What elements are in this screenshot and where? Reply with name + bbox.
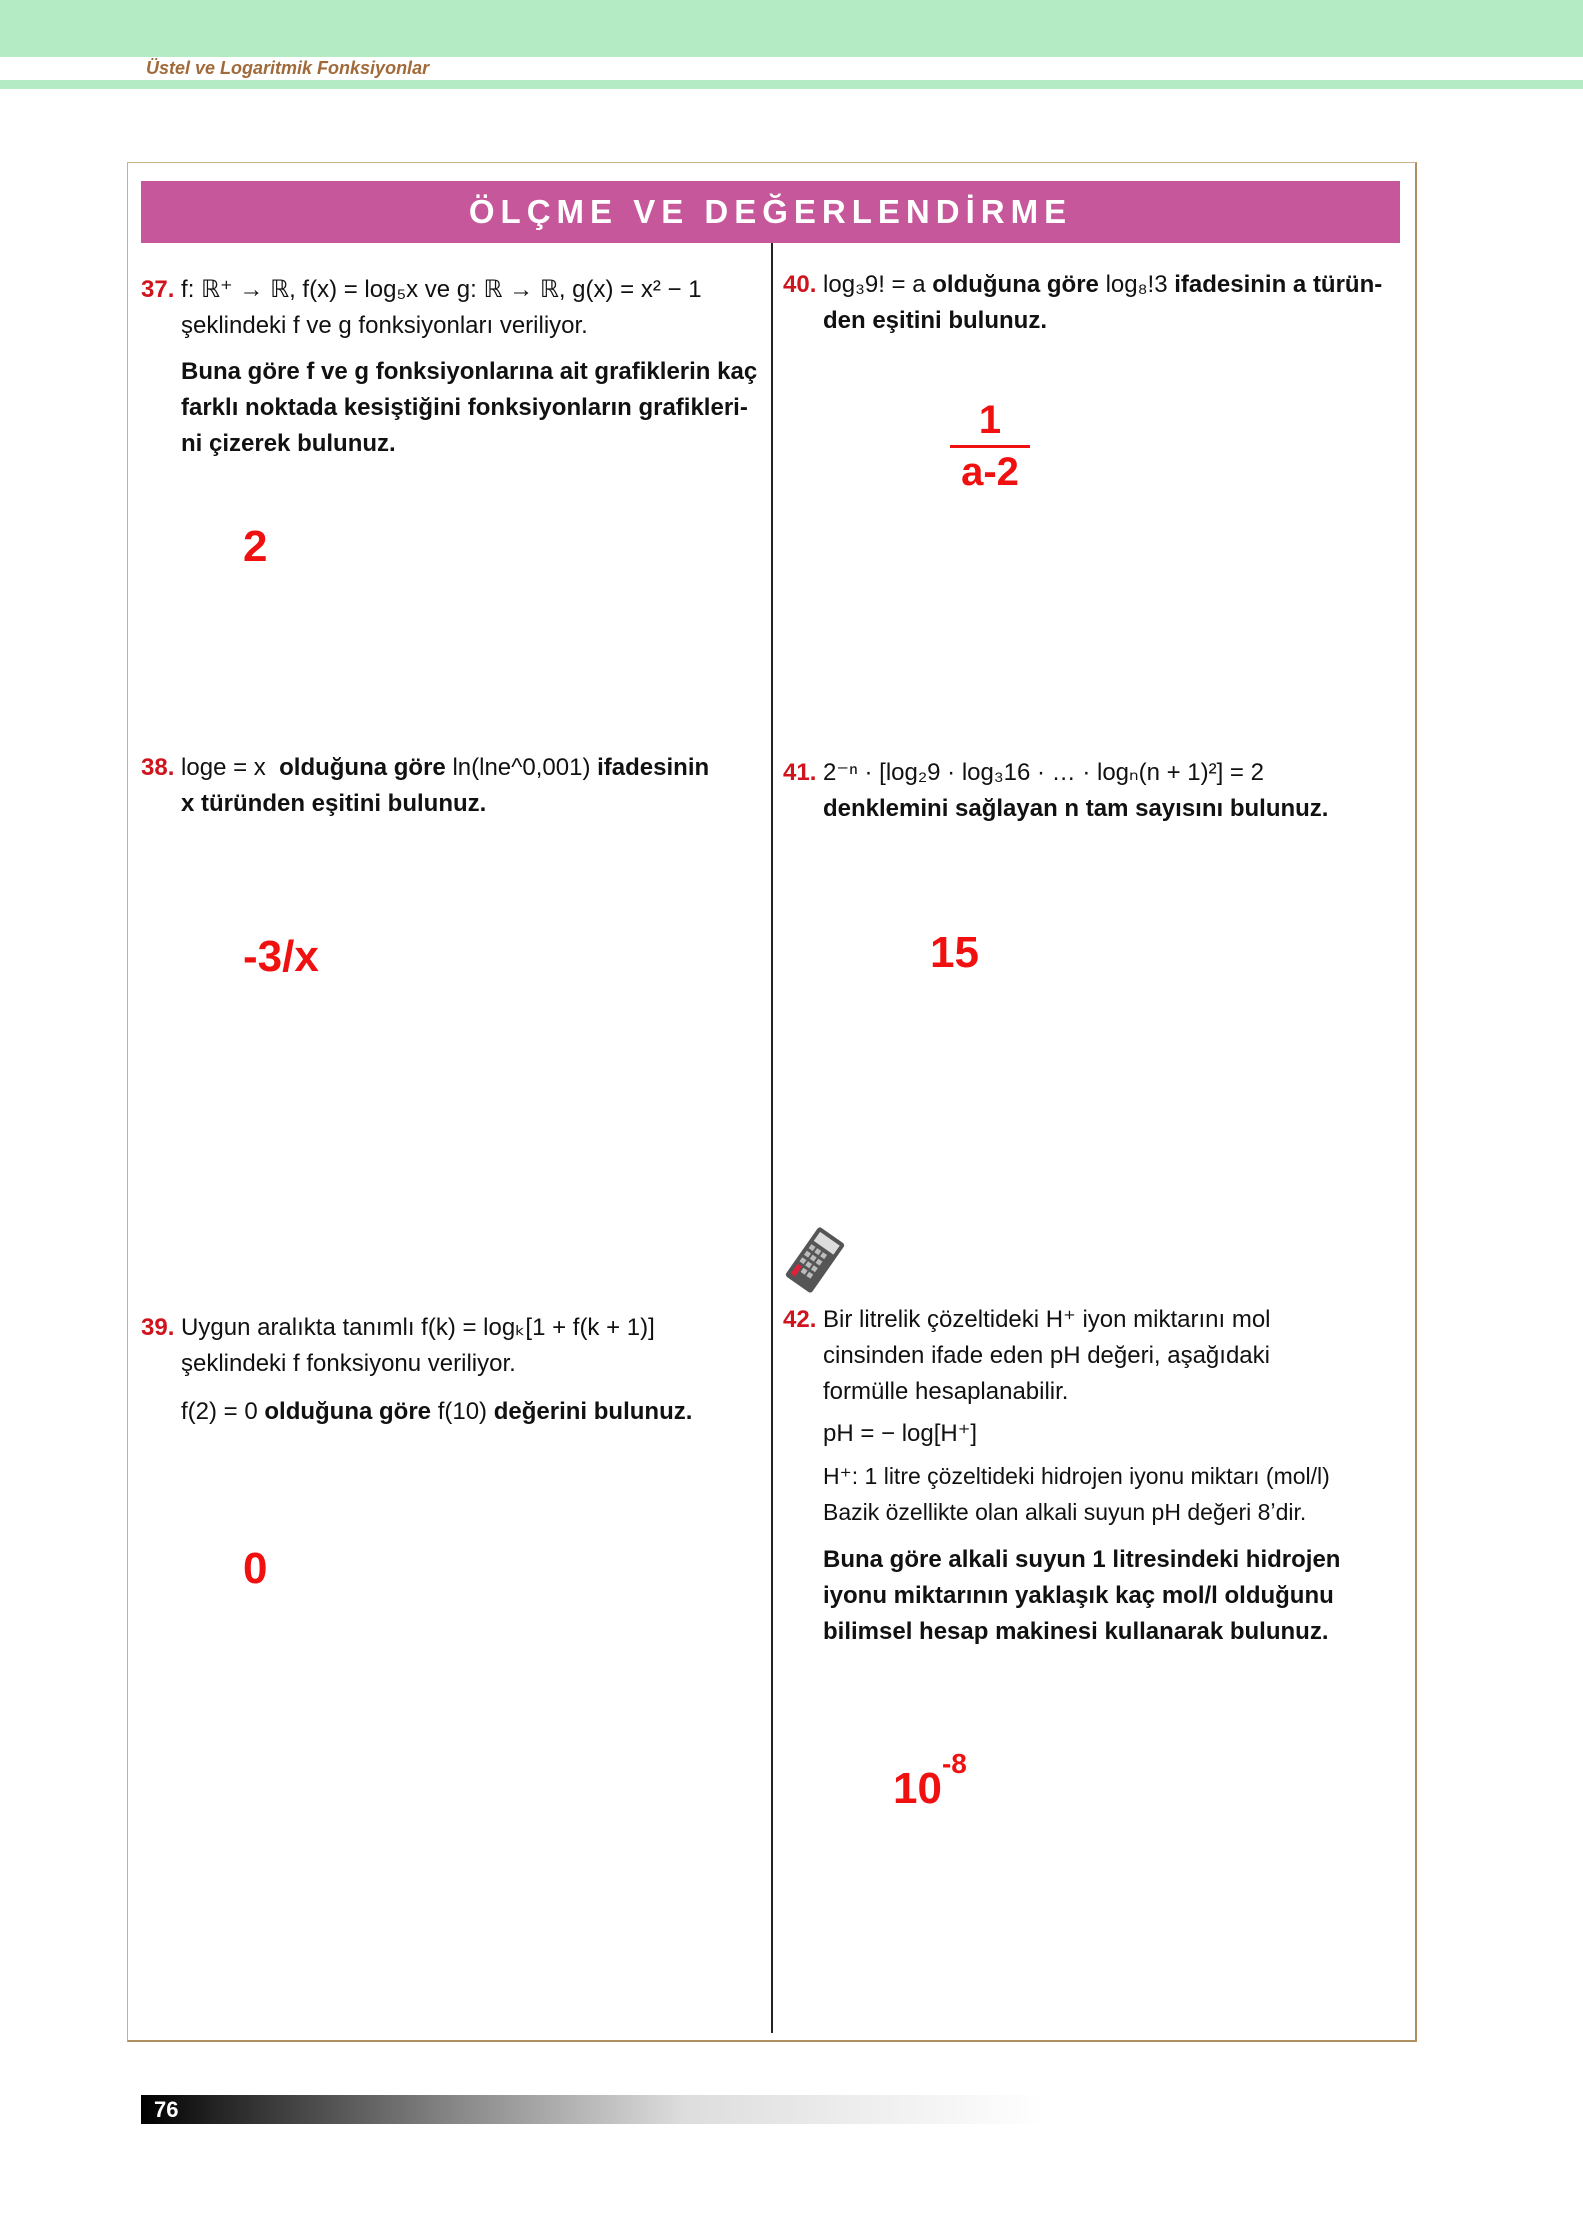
question-text: değerini bulunuz.: [493, 1398, 693, 1425]
question-text: şeklindeki f ve g fonksiyonları veriliyor.: [181, 312, 588, 339]
question-text: ifadesinin: [597, 754, 710, 781]
question-38: [141, 750, 761, 822]
question-text: Bazik özellikte olan alkali suyun pH değeri 8ʼdir.: [823, 1499, 1307, 1525]
question-number: 41.: [783, 759, 817, 786]
answer-base: 10: [893, 1764, 942, 1813]
question-42: [783, 1302, 1403, 1650]
question-text: ifadesinin a türün-: [1174, 271, 1383, 298]
running-header: Üstel ve Logaritmik Fonksiyonlar: [146, 58, 430, 78]
question-39: [141, 1310, 761, 1430]
answer-numerator: 1: [978, 398, 1002, 442]
answer-38: -3/x: [243, 932, 319, 981]
question-text: şeklindeki f fonksiyonu veriliyor.: [181, 1350, 516, 1377]
question-prompt: Buna göre f ve g fonksiyonlarına ait grafiklerin kaç farklı noktada kesiştiğini fonksiyonların grafikleri-ni çizerek bulunuz.: [181, 358, 758, 457]
question-formula: f: ℝ⁺ → ℝ, f(x) = log₅x ve g: ℝ → ℝ, g(x) = x² − 1: [181, 276, 702, 303]
answer-denominator: a-2: [961, 450, 1019, 494]
question-number: 42.: [783, 1306, 817, 1333]
answer-39: 0: [243, 1544, 268, 1593]
question-prompt: denklemini sağlayan n tam sayısını bulunuz.: [823, 795, 1329, 822]
question-formula: loge = x: [181, 754, 266, 781]
question-text: cinsinden ifade eden pH değeri, aşağıdaki: [823, 1342, 1270, 1369]
page-number: 76: [154, 2097, 179, 2122]
question-37: [141, 272, 761, 462]
question-prompt: x türünden eşitini bulunuz.: [181, 790, 487, 817]
question-formula: 2⁻ⁿ · [log₂9 · log₃16 · … · logₙ(n + 1)²] = 2: [823, 759, 1264, 786]
question-prompt: Buna göre alkali suyun 1 litresindeki hidrojen iyonu miktarının yaklaşık kaç mol/l olduğunu bilimsel hesap makinesi kullanarak bulunuz.: [823, 1546, 1341, 1645]
question-formula: ln(lne^0,001): [452, 754, 591, 781]
question-text: olduğuna göre: [264, 1398, 432, 1425]
question-prompt: den eşitini bulunuz.: [823, 307, 1047, 334]
section-title: ÖLÇME VE DEĞERLENDİRME: [141, 181, 1400, 243]
answer-41: 15: [930, 928, 979, 977]
question-formula: log₈!3: [1105, 271, 1168, 298]
question-formula: Uygun aralıkta tanımlı f(k) = logₖ[1 + f(k + 1)]: [181, 1314, 655, 1341]
top-band: [0, 0, 1583, 57]
answer-37: 2: [243, 522, 268, 571]
question-formula: log₃9! = a: [823, 271, 926, 298]
question-number: 37.: [141, 276, 175, 303]
question-40: [783, 267, 1403, 339]
header-rule: [0, 80, 1583, 89]
calculator-icon: [785, 1225, 845, 1300]
question-formula: f(2) = 0: [181, 1398, 258, 1425]
question-number: 40.: [783, 271, 817, 298]
question-text: Bir litrelik çözeltideki H⁺ iyon miktarını mol: [823, 1306, 1271, 1333]
fraction-bar: [950, 445, 1030, 448]
footer-bar: [141, 2095, 1046, 2124]
question-41: [783, 755, 1403, 827]
question-formula: pH = − log[H⁺]: [823, 1420, 978, 1447]
question-number: 38.: [141, 754, 175, 781]
question-formula: f(10): [437, 1398, 488, 1425]
answer-42: [893, 1748, 967, 1814]
question-number: 39.: [141, 1314, 175, 1341]
column-divider: [771, 243, 773, 2033]
question-text: formülle hesaplanabilir.: [823, 1378, 1069, 1405]
question-definition: H⁺: 1 litre çözeltideki hidrojen iyonu miktarı (mol/l): [823, 1463, 1330, 1489]
question-text: olduğuna göre: [279, 754, 446, 781]
question-text: olduğuna göre: [932, 271, 1099, 298]
answer-exponent: -8: [941, 1748, 967, 1779]
answer-40: [950, 398, 1030, 495]
